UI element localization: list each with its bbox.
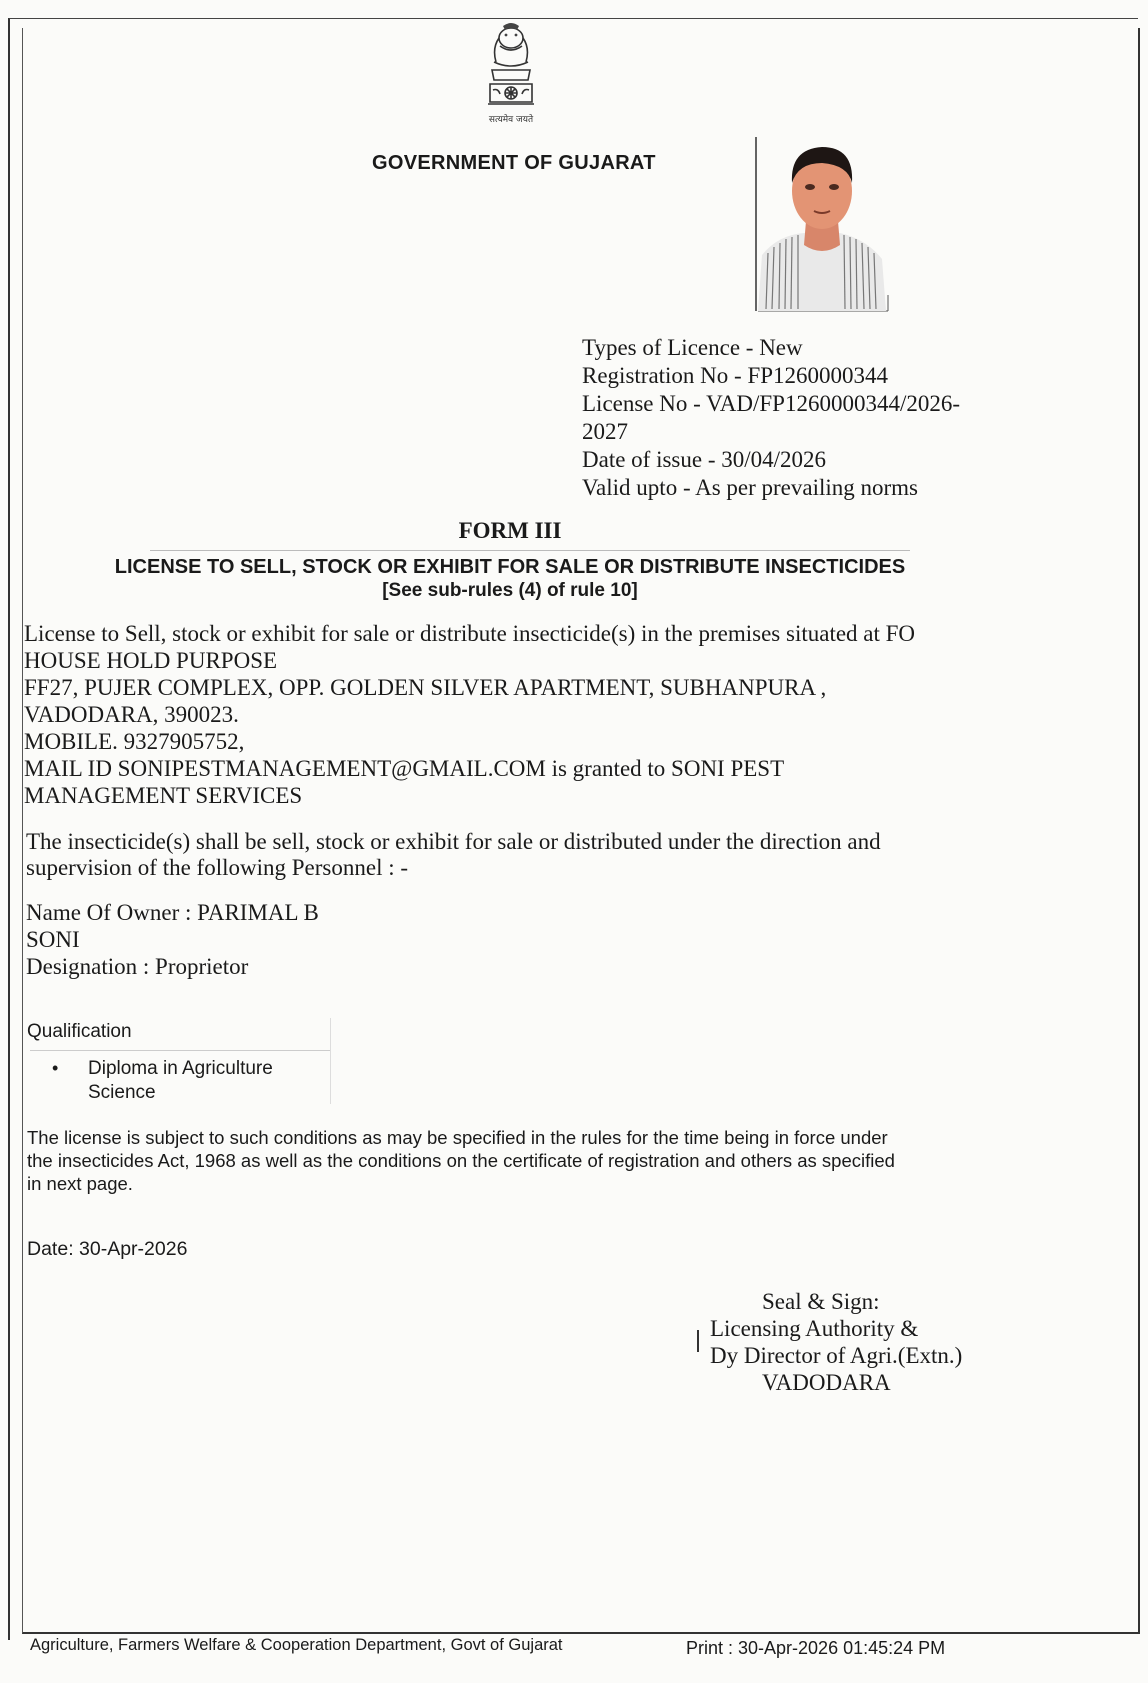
premises-line: MANAGEMENT SERVICES [24, 783, 303, 808]
valid-upto: Valid upto - As per prevailing norms [582, 475, 919, 500]
premises-line: MOBILE. 9327905752, [24, 729, 245, 754]
owner-designation: Designation : Proprietor [26, 954, 249, 979]
issue-date: Date: 30-Apr-2026 [27, 1238, 188, 1260]
qualification-text: Diploma in Agriculture [88, 1058, 273, 1079]
divider [150, 550, 910, 551]
form-heading: LICENSE TO SELL, STOCK OR EXHIBIT FOR SALE OR DISTRIBUTE INSECTICIDES [114, 556, 906, 578]
signature-mark [697, 1330, 699, 1352]
date-of-issue: Date of issue - 30/04/2026 [582, 447, 827, 472]
seal-and-sign [710, 1288, 962, 1396]
supervision-paragraph [26, 829, 1006, 881]
footer-print-time: Print : 30-Apr-2026 01:45:24 PM [686, 1638, 946, 1658]
premises-line: MAIL ID SONIPESTMANAGEMENT@GMAIL.COM is granted to SONI PEST [24, 756, 785, 781]
authority-designation: Dy Director of Agri.(Extn.) [710, 1343, 963, 1368]
owner-photo [748, 135, 892, 313]
premises-line: License to Sell, stock or exhibit for sale or distribute insecticide(s) in the premises situated at FO [24, 621, 916, 646]
licence-type: Types of Licence - New [582, 335, 803, 360]
qualification-divider [30, 1050, 330, 1051]
premises-line: HOUSE HOLD PURPOSE [24, 648, 278, 673]
supervision-line: supervision of the following Personnel : - [26, 855, 409, 880]
premises-line: FF27, PUJER COMPLEX, OPP. GOLDEN SILVER APARTMENT, SUBHANPURA , [24, 675, 827, 700]
bullet-icon: • [52, 1058, 59, 1078]
premises-line: VADODARA, 390023. [24, 702, 239, 727]
government-title: GOVERNMENT OF GUJARAT [372, 152, 656, 174]
form-subheading: [See sub-rules (4) of rule 10] [382, 580, 638, 601]
licence-info [582, 334, 960, 502]
premises-paragraph [24, 620, 1024, 809]
terms-line: in next page. [27, 1173, 133, 1194]
owner-name: Name Of Owner : PARIMAL B [26, 900, 319, 925]
form-title: FORM III [458, 518, 562, 543]
seal-label: Seal & Sign: [762, 1289, 880, 1314]
terms-line: the insecticides Act, 1968 as well as the conditions on the certificate of registration and others as specified [27, 1150, 895, 1171]
license-number-cont: 2027 [582, 419, 628, 444]
qualification-text-cont: Science [88, 1082, 156, 1103]
licensing-authority: Licensing Authority & [710, 1316, 919, 1341]
authority-location: VADODARA [762, 1370, 891, 1395]
footer-department: Agriculture, Farmers Welfare & Cooperation Department, Govt of Gujarat [30, 1636, 563, 1654]
emblem-motto: सत्यमेव जयते [488, 115, 534, 125]
terms-paragraph [27, 1126, 987, 1195]
terms-line: The license is subject to such conditions as may be specified in the rules for the time being in force under [27, 1127, 888, 1148]
national-emblem-icon [478, 18, 544, 136]
qualification-item [88, 1057, 318, 1105]
supervision-line: The insecticide(s) shall be sell, stock or exhibit for sale or distributed under the direction and [26, 829, 881, 854]
license-number: License No - VAD/FP1260000344/2026- [582, 391, 961, 416]
owner-name-cont: SONI [26, 927, 80, 952]
owner-details [26, 899, 319, 980]
qualification-label: Qualification [27, 1021, 132, 1042]
registration-number: Registration No - FP1260000344 [582, 363, 889, 388]
qualification-border [330, 1018, 331, 1104]
